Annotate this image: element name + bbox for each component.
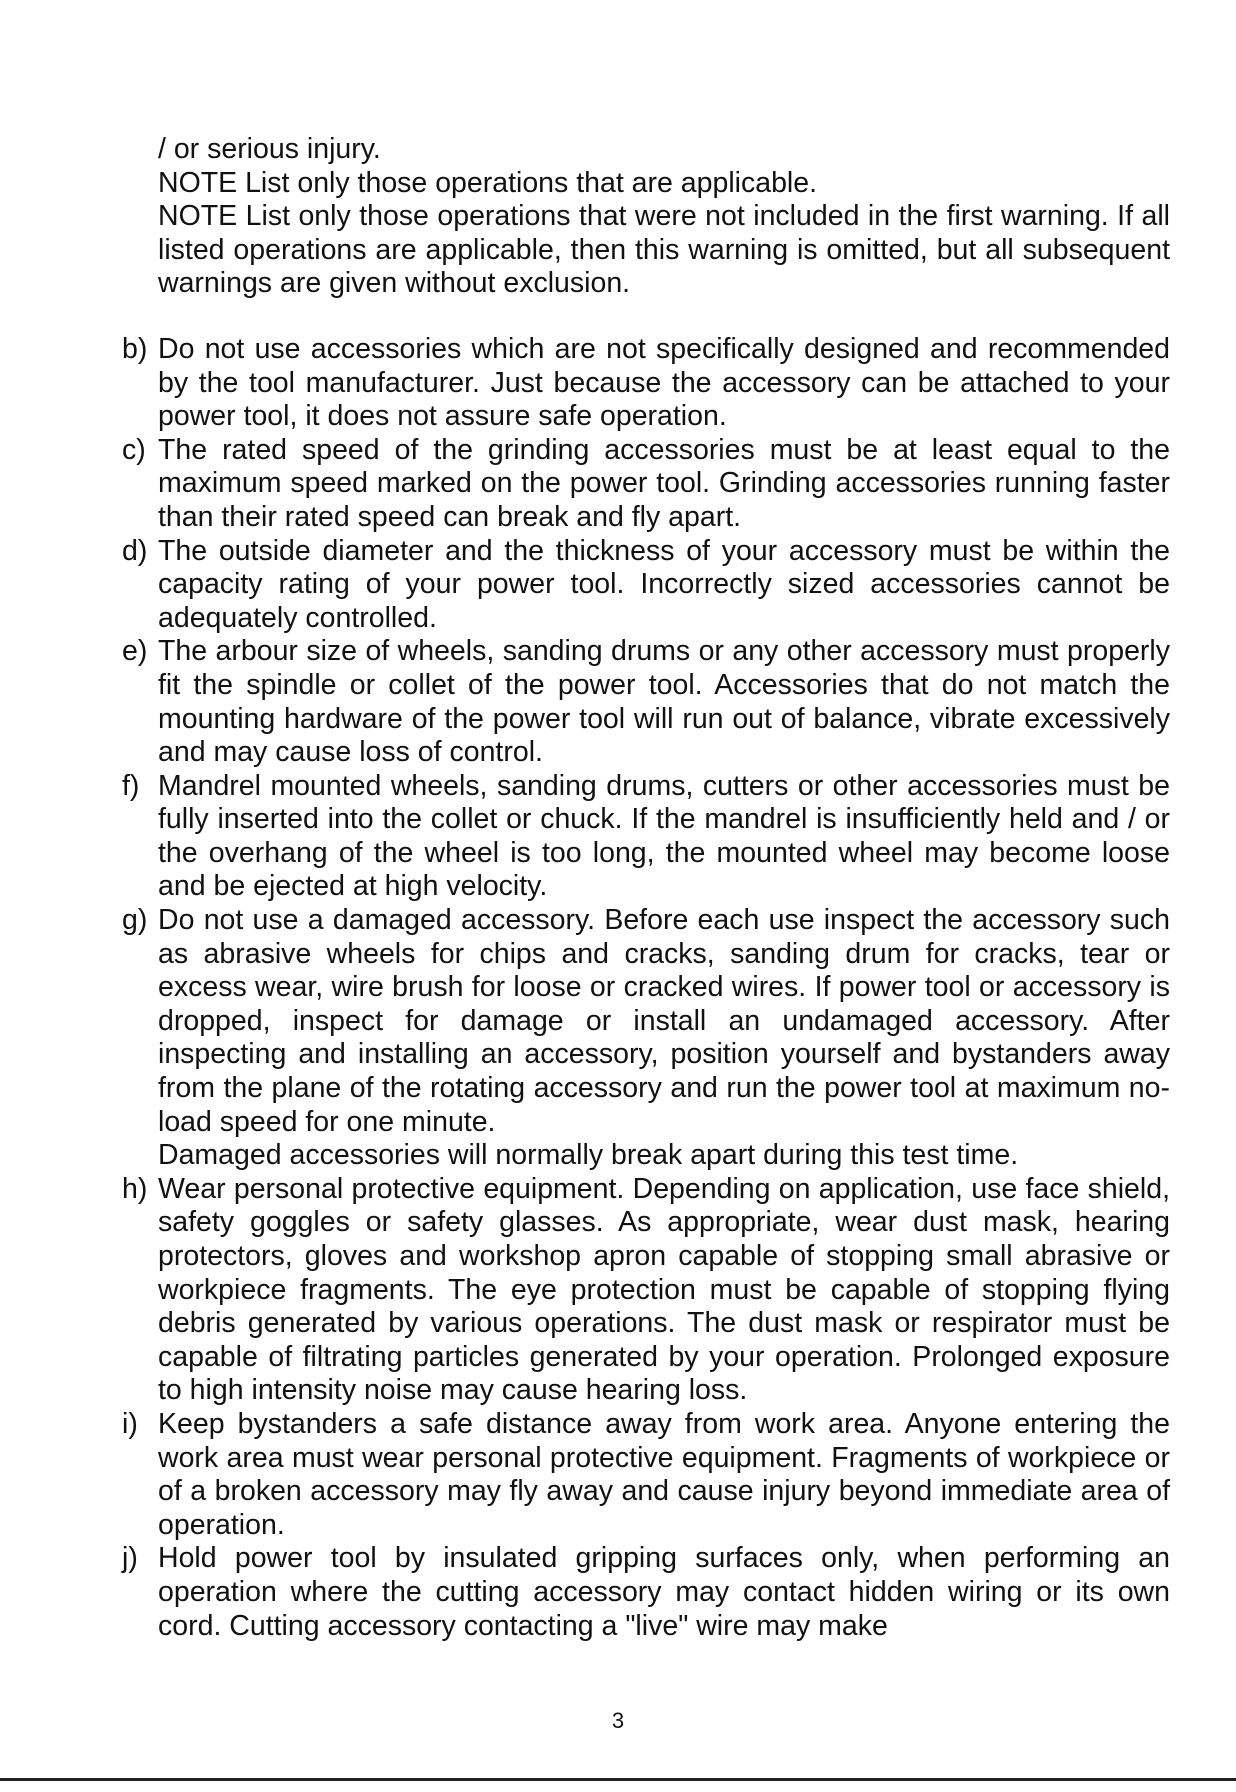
warning-item-d xyxy=(120,535,1170,636)
warning-item-c xyxy=(120,434,1170,535)
bottom-rule xyxy=(0,1778,1236,1781)
item-marker: b) xyxy=(122,332,148,365)
page-content xyxy=(120,133,1170,1643)
item-text: Hold power tool by insulated gripping surfaces only, when performing an operation where the cutting accessory may contact hidden wiring or its own cord. Cutting accessory contacting a "live" wire may make xyxy=(158,1542,1170,1642)
item-extra-text: Damaged accessories will normally break apart during this test time. xyxy=(158,1139,1019,1172)
warning-item-h xyxy=(120,1173,1170,1408)
warning-item-i xyxy=(120,1408,1170,1542)
item-marker: i) xyxy=(122,1407,138,1440)
item-marker: h) xyxy=(122,1172,148,1205)
item-text: Keep bystanders a safe distance away from work area. Anyone entering the work area must wear personal protective equipment. Fragments of workpiece or of a broken accessory may fly away and cause injury beyond immediate area of operation. xyxy=(158,1407,1170,1541)
note-not-included: NOTE List only those operations that were not included in the first warning. If all listed operations are applicable, then this warning is omitted, but all subsequent warnings are given without exclusion. xyxy=(158,200,1170,300)
warning-item-b xyxy=(120,333,1170,434)
page-number: 3 xyxy=(611,1708,625,1733)
item-text: Mandrel mounted wheels, sanding drums, cutters or other accessories must be fully inserted into the collet or chuck. If the mandrel is insufficiently held and / or the overhang of the wheel is too long, the mounted wheel may become loose and be ejected at high velocity. xyxy=(158,769,1170,903)
intro-block xyxy=(120,133,1170,301)
item-marker: d) xyxy=(122,534,148,567)
item-text: The rated speed of the grinding accessories must be at least equal to the maximum speed marked on the power tool. Grinding accessories running faster than their rated speed can break and fly apart. xyxy=(158,433,1170,533)
warning-item-g xyxy=(120,904,1170,1173)
item-marker: c) xyxy=(122,433,146,466)
warning-item-e xyxy=(120,635,1170,769)
item-marker: j) xyxy=(122,1542,138,1575)
item-text: The outside diameter and the thickness of your accessory must be within the capacity rating of your power tool. Incorrectly sized accessories cannot be adequately controlled. xyxy=(158,534,1170,634)
item-marker: g) xyxy=(122,904,148,937)
item-marker: f) xyxy=(122,769,140,802)
item-text: Do not use a damaged accessory. Before each use inspect the accessory such as abrasive wheels for chips and cracks, sanding drum for cracks, tear or excess wear, wire brush for loose or cracked wires. If power tool or accessory is dropped, inspect for damage or install an undamaged accessory. After inspecting and installing an accessory, position yourself and bystanders away from the plane of the rotating accessory and run the power tool at maximum no-load speed for one minute. xyxy=(158,904,1170,1138)
intro-continuation: / or serious injury. xyxy=(158,133,381,165)
item-text: Wear personal protective equipment. Depending on application, use face shield, safety goggles or safety glasses. As appropriate, wear dust mask, hearing protectors, gloves and workshop apron capable of stopping small abrasive or workpiece fragments. The eye protection must be capable of stopping flying debris generated by various operations. The dust mask or respirator must be capable of filtrating particles generated by your operation. Prolonged exposure to high intensity noise may cause hearing loss. xyxy=(158,1172,1170,1407)
note-applicable: NOTE List only those operations that are applicable. xyxy=(158,166,818,199)
item-text: Do not use accessories which are not specifically designed and recommended by the tool manufacturer. Just because the accessory can be attached to your power tool, it does not assure safe operation. xyxy=(158,332,1170,433)
item-text: The arbour size of wheels, sanding drums or any other accessory must properly fit the spindle or collet of the power tool. Accessories that do not match the mounting hardware of the power tool will run out of balance, vibrate excessively and may cause loss of control. xyxy=(158,635,1170,769)
item-marker: e) xyxy=(122,635,148,668)
section-gap xyxy=(120,301,1170,333)
warning-item-j xyxy=(120,1542,1170,1643)
warning-item-f xyxy=(120,770,1170,904)
